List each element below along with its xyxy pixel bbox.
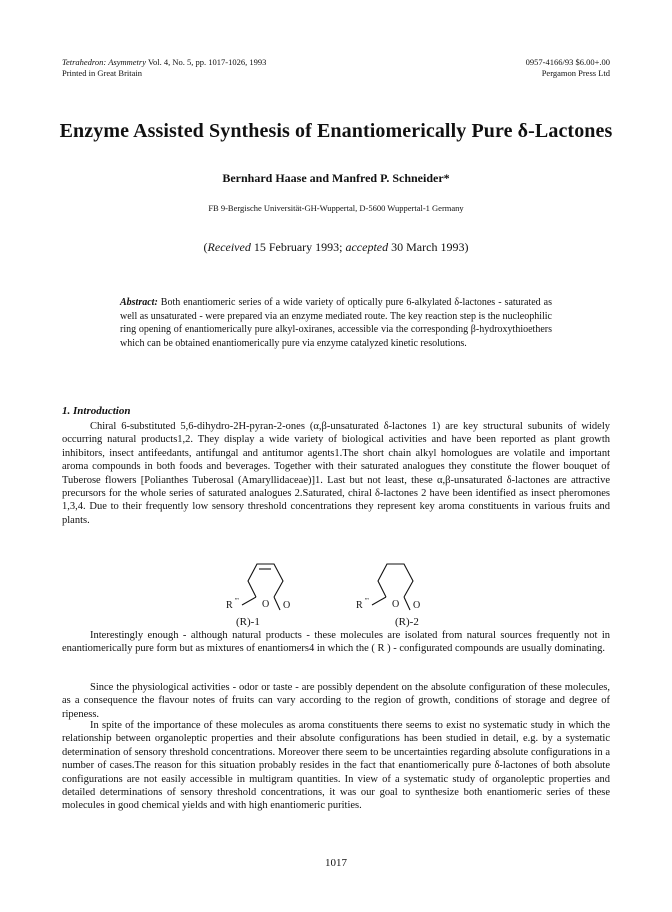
abstract xyxy=(120,296,552,351)
abstract-text: Both enantiomeric series of a wide variety of optically pure 6-alkylated δ-lactones - saturated as well as unsaturated - were prepared via an enzyme mediated route. The key reaction step is the nucleophilic ring opening of enantiomerically pure alkyl-oxiranes, accessible via the corresponding β-hydroxythioethers which can be obtained enantiomerically pure via enzyme catalyzed kinetic resolutions. xyxy=(120,297,552,350)
ring-oxygen-1: O xyxy=(262,599,270,610)
paper-title: Enzyme Assisted Synthesis of Enantiomerically Pure δ-Lactones xyxy=(59,120,613,142)
paragraph-4: In spite of the importance of these molecules as aroma constituents there seems to exist no systematic study in which the relationship between organoleptic properties and their absolute configurations has been studied in detail, e.g. by a systematic determination of sensory threshold concentrations. Moreover there seem to be uncertainties regarding absolute configurations in a number of cases.The reason for this situation probably resides in the fact that enantiomerically pure δ-lactones of both absolute configurations are not easily accessible in multigram quantities. In view of a systematic study of organoleptic properties and detailed determinations of sensory threshold concentrations, it was our goal to synthesize both enantiomeric series of these molecules in good chemical yields and with high enantiomeric purities. xyxy=(62,720,610,812)
accepted-word: accepted xyxy=(345,240,389,254)
journal-name: Tetrahedron: Asymmetry xyxy=(62,57,146,67)
svg-text:''': ''' xyxy=(365,597,369,605)
paragraph-3: Since the physiological activities - odor or taste - are possibly dependent on the absolute configuration of these molecules, as a consequence the flavour notes of fruits can vary according to the region of growth, conditions of storage and degree of ripeness. xyxy=(62,682,610,720)
r-group-1: R xyxy=(226,600,233,611)
carbonyl-oxygen-2: O xyxy=(413,600,421,611)
issn: 0957-4166/93 $6.00+.00 xyxy=(525,57,610,67)
structure-label-1: (R)-1 xyxy=(236,616,260,628)
affiliation: FB 9-Bergische Universität-GH-Wuppertal, D-5600 Wuppertal-1 Germany xyxy=(208,203,464,213)
abstract-label: Abstract: xyxy=(120,297,158,308)
paragraph-2: Interestingly enough - although natural products - these molecules are isolated from natural sources frequently not in enantiomerically pure form but as mixtures of enantiomers4 in which the ( R ) - configurated compounds are usually dominating. xyxy=(62,630,610,655)
journal-header xyxy=(62,57,266,79)
carbonyl-oxygen-1: O xyxy=(283,600,291,611)
section-heading: 1. Introduction xyxy=(62,405,131,417)
received-date: 15 February 1993; xyxy=(250,240,346,254)
journal-citation: Vol. 4, No. 5, pp. 1017-1026, 1993 xyxy=(145,57,267,67)
svg-text:''': ''' xyxy=(235,597,239,605)
received-word: Received xyxy=(207,240,251,254)
ring-oxygen-2: O xyxy=(392,599,400,610)
authors: Bernhard Haase and Manfred P. Schneider* xyxy=(222,171,450,185)
accepted-date: 30 March 1993) xyxy=(388,240,469,254)
publisher: Pergamon Press Ltd xyxy=(541,68,610,78)
page-number: 1017 xyxy=(325,857,347,869)
paragraph-1: Chiral 6-substituted 5,6-dihydro-2H-pyran-2-ones (α,β-unsaturated δ-lactones 1) are key structural subunits of widely occurring natural products1,2. They display a wide variety of biological activities and have been reported as plant growth inhibitors, insect antifeedants, antifungal and antitumor agents1.The short chain alkyl homologues are volatile and important aroma compounds in both foods and beverages. Together with their saturated analogues they constitute the flower bouquet of Tuberose flowers [Polianthes Tuberosal (Amaryllidaceae)]1. Last but not least, these α,β-unsaturated δ-lactones are attractive precursors for the whole series of saturated analogues 2.Saturated, chiral δ-lactones 2 have been identified as insect pheromones 1,3,4. Due to their frequently low sensory threshold concentrations they represent key aroma constituents in various fruits and plants. xyxy=(62,421,610,526)
received-dates: (Received 15 February 1993; accepted 30 March 1993) xyxy=(203,240,469,254)
printed-in: Printed in Great Britain xyxy=(62,68,143,78)
r-group-2: R xyxy=(356,600,363,611)
structure-label-2: (R)-2 xyxy=(395,616,419,628)
publisher-header xyxy=(526,57,610,79)
